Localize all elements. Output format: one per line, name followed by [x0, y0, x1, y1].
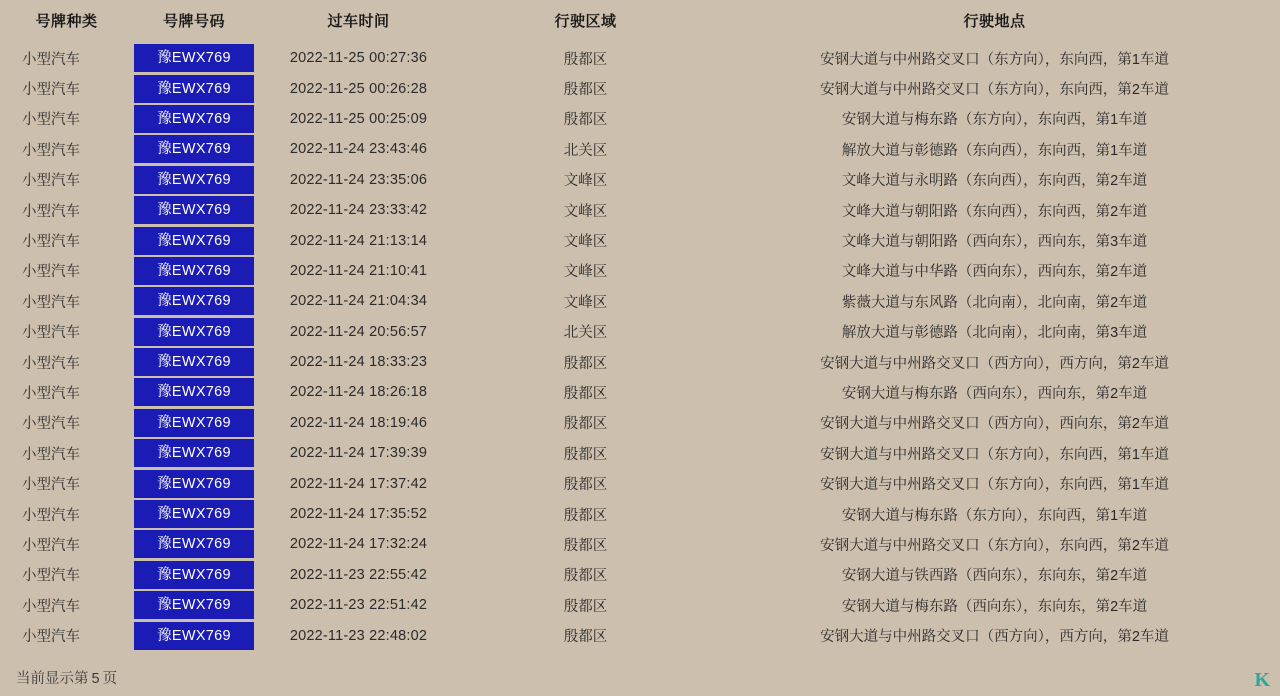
cell-plate-type: 小型汽车: [22, 264, 80, 281]
cell-plate-number: [133, 377, 255, 407]
cell-driving-location: 安钢大道与铁西路（西向东），东向东，第2车道: [841, 568, 1148, 585]
cell-driving-area: 殷都区: [563, 568, 608, 585]
plate-badge: 豫EWX769: [134, 409, 254, 437]
plate-badge: 豫EWX769: [134, 196, 254, 224]
cell-plate-number: [133, 286, 255, 316]
cell-plate-number: [133, 43, 255, 73]
table-row: [0, 225, 1280, 255]
cell-driving-area: 殷都区: [563, 51, 608, 68]
cell-pass-time: 2022-11-24 23:33:42: [289, 202, 428, 219]
plate-badge: 豫EWX769: [134, 257, 254, 285]
cell-pass-time: 2022-11-24 17:35:52: [289, 506, 428, 523]
table-row: [0, 590, 1280, 620]
table-row: [0, 347, 1280, 377]
cell-pass-time: 2022-11-24 23:35:06: [289, 171, 428, 188]
plate-badge: 豫EWX769: [134, 105, 254, 133]
cell-driving-location: 安钢大道与梅东路（东方向），东向西，第1车道: [841, 507, 1148, 524]
cell-driving-area: 殷都区: [563, 477, 608, 494]
cell-plate-number: [133, 104, 255, 134]
cell-plate-type: 小型汽车: [22, 537, 80, 554]
plate-badge: 豫EWX769: [134, 470, 254, 498]
cell-plate-type: 小型汽车: [22, 82, 80, 99]
cell-plate-type: 小型汽车: [22, 416, 80, 433]
cell-driving-location: 解放大道与彰德路（东向西），东向西，第1车道: [841, 142, 1148, 159]
cell-plate-type: 小型汽车: [22, 507, 80, 524]
cell-driving-location: 解放大道与彰德路（北向南），北向南，第3车道: [841, 325, 1148, 342]
cell-driving-location: 安钢大道与中州路交叉口（西方向），西方向，第2车道: [820, 629, 1169, 646]
plate-badge: 豫EWX769: [134, 591, 254, 619]
cell-plate-number: [133, 134, 255, 164]
cell-plate-number: [133, 165, 255, 195]
table-row: [0, 256, 1280, 286]
cell-plate-number: [133, 560, 255, 590]
cell-driving-area: 殷都区: [563, 385, 608, 402]
cell-plate-number: [133, 73, 255, 103]
plate-badge: 豫EWX769: [134, 622, 254, 650]
cell-plate-type: 小型汽车: [22, 446, 80, 463]
table-body: [0, 43, 1280, 651]
cell-plate-type: 小型汽车: [22, 173, 80, 190]
cell-pass-time: 2022-11-24 18:26:18: [289, 384, 428, 401]
cell-plate-number: [133, 347, 255, 377]
plate-badge: 豫EWX769: [134, 500, 254, 528]
cell-driving-location: 安钢大道与中州路交叉口（东方向），东向西，第2车道: [820, 82, 1169, 99]
cell-driving-location: 安钢大道与中州路交叉口（西方向），西方向，第2车道: [820, 355, 1169, 372]
cell-plate-type: 小型汽车: [22, 629, 80, 646]
cell-driving-area: 殷都区: [563, 446, 608, 463]
cell-pass-time: 2022-11-23 22:55:42: [289, 566, 428, 583]
cell-driving-area: 殷都区: [563, 112, 608, 129]
table-row: [0, 43, 1280, 73]
table-row: [0, 134, 1280, 164]
cell-plate-number: [133, 438, 255, 468]
cell-plate-type: 小型汽车: [22, 598, 80, 615]
table-row: [0, 195, 1280, 225]
table-row: [0, 73, 1280, 103]
cell-driving-area: 殷都区: [563, 416, 608, 433]
cell-pass-time: 2022-11-24 17:37:42: [289, 475, 428, 492]
cell-plate-type: 小型汽车: [22, 51, 80, 68]
table-header: [0, 0, 1280, 43]
table-row: [0, 529, 1280, 559]
cell-driving-area: 殷都区: [563, 355, 608, 372]
column-header-pass-time: 过车时间: [327, 13, 390, 30]
cell-pass-time: 2022-11-23 22:48:02: [289, 627, 428, 644]
plate-badge: 豫EWX769: [134, 561, 254, 589]
cell-driving-location: 安钢大道与梅东路（西向东），东向东，第2车道: [841, 598, 1148, 615]
cell-driving-area: 文峰区: [563, 173, 608, 190]
cell-driving-location: 紫薇大道与东风路（北向南），北向南，第2车道: [841, 294, 1148, 311]
cell-pass-time: 2022-11-23 22:51:42: [289, 597, 428, 614]
cell-pass-time: 2022-11-25 00:25:09: [289, 110, 428, 127]
cell-driving-area: 殷都区: [563, 598, 608, 615]
table-row: [0, 560, 1280, 590]
column-header-driving-location: 行驶地点: [963, 13, 1026, 30]
plate-badge: 豫EWX769: [134, 378, 254, 406]
cell-driving-area: 文峰区: [563, 203, 608, 220]
plate-badge: 豫EWX769: [134, 227, 254, 255]
cell-driving-area: 殷都区: [563, 507, 608, 524]
table-row: [0, 317, 1280, 347]
plate-badge: 豫EWX769: [134, 166, 254, 194]
cell-plate-number: [133, 317, 255, 347]
cell-pass-time: 2022-11-24 20:56:57: [289, 323, 428, 340]
cell-pass-time: 2022-11-24 18:33:23: [289, 354, 428, 371]
pagination-suffix: 页: [102, 671, 118, 687]
cell-plate-type: 小型汽车: [22, 325, 80, 342]
column-header-plate-type: 号牌种类: [35, 13, 98, 30]
watermark-logo: K: [1254, 669, 1270, 691]
cell-plate-type: 小型汽车: [22, 385, 80, 402]
cell-plate-type: 小型汽车: [22, 355, 80, 372]
table-row: [0, 104, 1280, 134]
cell-driving-area: 文峰区: [563, 264, 608, 281]
pagination-status: [16, 667, 117, 688]
cell-plate-number: [133, 256, 255, 286]
cell-plate-type: 小型汽车: [22, 142, 80, 159]
table-row: [0, 286, 1280, 316]
cell-plate-type: 小型汽车: [22, 294, 80, 311]
cell-driving-location: 文峰大道与朝阳路（东向西），东向西，第2车道: [841, 203, 1148, 220]
plate-badge: 豫EWX769: [134, 75, 254, 103]
cell-plate-type: 小型汽车: [22, 112, 80, 129]
plate-badge: 豫EWX769: [134, 287, 254, 315]
cell-driving-area: 北关区: [563, 142, 608, 159]
plate-badge: 豫EWX769: [134, 318, 254, 346]
cell-plate-type: 小型汽车: [22, 234, 80, 251]
cell-pass-time: 2022-11-24 21:10:41: [289, 262, 428, 279]
cell-driving-area: 文峰区: [563, 234, 608, 251]
pagination-current-page: 5: [91, 671, 100, 687]
cell-pass-time: 2022-11-24 21:13:14: [289, 232, 428, 249]
table-row: [0, 620, 1280, 650]
cell-plate-number: [133, 499, 255, 529]
cell-driving-location: 文峰大道与中华路（西向东），西向东，第2车道: [841, 264, 1148, 281]
plate-badge: 豫EWX769: [134, 439, 254, 467]
cell-driving-location: 安钢大道与中州路交叉口（西方向），西向东，第2车道: [820, 416, 1169, 433]
table-row: [0, 165, 1280, 195]
table-row: [0, 438, 1280, 468]
cell-pass-time: 2022-11-24 18:19:46: [289, 414, 428, 431]
cell-pass-time: 2022-11-25 00:26:28: [289, 80, 428, 97]
column-header-driving-area: 行驶区域: [554, 13, 617, 30]
plate-badge: 豫EWX769: [134, 530, 254, 558]
table-row: [0, 499, 1280, 529]
cell-pass-time: 2022-11-24 21:04:34: [289, 293, 428, 310]
cell-driving-area: 北关区: [563, 325, 608, 342]
cell-driving-location: 安钢大道与中州路交叉口（东方向），东向西，第2车道: [820, 537, 1169, 554]
plate-badge: 豫EWX769: [134, 348, 254, 376]
cell-pass-time: 2022-11-25 00:27:36: [289, 50, 428, 67]
cell-driving-area: 殷都区: [563, 537, 608, 554]
cell-plate-number: [133, 468, 255, 498]
cell-plate-type: 小型汽车: [22, 203, 80, 220]
table-row: [0, 377, 1280, 407]
plate-badge: 豫EWX769: [134, 44, 254, 72]
cell-driving-location: 安钢大道与梅东路（东方向），东向西，第1车道: [841, 112, 1148, 129]
cell-plate-number: [133, 590, 255, 620]
cell-plate-number: [133, 529, 255, 559]
cell-driving-location: 安钢大道与梅东路（西向东），西向东，第2车道: [841, 385, 1148, 402]
cell-driving-area: 文峰区: [563, 294, 608, 311]
cell-pass-time: 2022-11-24 17:32:24: [289, 536, 428, 553]
pagination-prefix: 当前显示第: [16, 671, 89, 687]
plate-badge: 豫EWX769: [134, 135, 254, 163]
cell-driving-area: 殷都区: [563, 82, 608, 99]
table-row: [0, 468, 1280, 498]
cell-driving-location: 安钢大道与中州路交叉口（东方向），东向西，第1车道: [820, 477, 1169, 494]
cell-plate-number: [133, 195, 255, 225]
cell-driving-location: 安钢大道与中州路交叉口（东方向），东向西，第1车道: [820, 446, 1169, 463]
cell-plate-number: [133, 620, 255, 650]
table-header-row: [0, 0, 1280, 43]
cell-driving-location: 文峰大道与永明路（东向西），东向西，第2车道: [841, 173, 1148, 190]
cell-driving-location: 安钢大道与中州路交叉口（东方向），东向西，第1车道: [820, 51, 1169, 68]
cell-driving-location: 文峰大道与朝阳路（西向东），西向东，第3车道: [841, 234, 1148, 251]
cell-plate-type: 小型汽车: [22, 477, 80, 494]
cell-plate-type: 小型汽车: [22, 568, 80, 585]
cell-plate-number: [133, 225, 255, 255]
column-header-plate-number: 号牌号码: [162, 13, 225, 30]
cell-pass-time: 2022-11-24 17:39:39: [289, 445, 428, 462]
table-row: [0, 408, 1280, 438]
cell-driving-area: 殷都区: [563, 629, 608, 646]
cell-plate-number: [133, 408, 255, 438]
cell-pass-time: 2022-11-24 23:43:46: [289, 141, 428, 158]
